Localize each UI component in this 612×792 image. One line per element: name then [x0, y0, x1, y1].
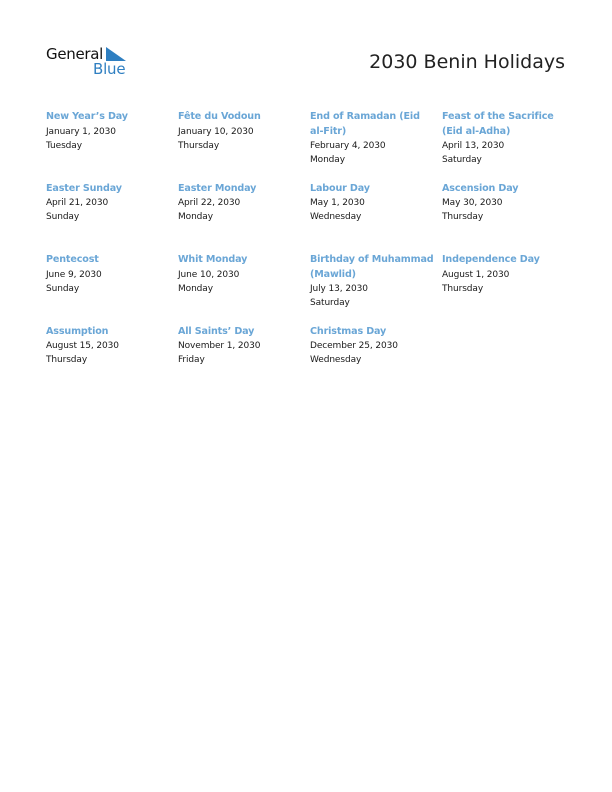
holiday-weekday: Saturday — [442, 155, 482, 165]
holiday-name: All Saints’ Day — [178, 325, 255, 337]
holiday-item — [46, 325, 178, 397]
holiday-weekday: Monday — [178, 212, 213, 222]
logo-general-text: General — [46, 45, 104, 63]
holiday-name: Pentecost — [46, 254, 99, 265]
holiday-date: August 1, 2030 — [442, 269, 510, 280]
holiday-item — [178, 110, 310, 182]
holiday-name: Ascension Day — [442, 182, 519, 194]
holiday-name: Assumption — [46, 325, 109, 337]
holiday-name: End of Ramadan (Eid al-Fitr) — [310, 111, 420, 137]
holiday-name: Fête du Vodoun — [178, 111, 261, 122]
holiday-item — [310, 325, 442, 397]
holiday-name: New Year’s Day — [46, 111, 128, 122]
holiday-weekday: Sunday — [46, 212, 80, 222]
holiday-date: April 21, 2030 — [46, 198, 109, 208]
holiday-weekday: Monday — [178, 283, 213, 294]
holiday-item — [310, 182, 442, 254]
holiday-item — [310, 110, 442, 182]
holiday-item — [310, 253, 442, 325]
holiday-date: May 1, 2030 — [310, 198, 365, 208]
holiday-name: Labour Day — [310, 182, 370, 194]
holiday-name: Christmas Day — [310, 325, 387, 337]
logo-blue-text: Blue — [93, 60, 126, 78]
logo — [46, 45, 136, 79]
holiday-date: April 22, 2030 — [178, 198, 241, 208]
holiday-date: November 1, 2030 — [178, 341, 261, 351]
holiday-weekday: Thursday — [442, 212, 484, 222]
holiday-name: Feast of the Sacrifice (Eid al-Adha) — [442, 111, 554, 137]
holiday-weekday: Saturday — [310, 298, 350, 308]
holiday-weekday: Sunday — [46, 283, 80, 294]
holiday-item — [178, 253, 310, 325]
holiday-weekday: Thursday — [46, 355, 88, 365]
holiday-item — [178, 325, 310, 397]
holiday-date: December 25, 2030 — [310, 341, 398, 351]
holiday-item — [46, 110, 178, 182]
holiday-item — [442, 110, 576, 182]
holiday-date: June 10, 2030 — [178, 269, 240, 280]
holiday-date: January 10, 2030 — [178, 126, 254, 137]
holiday-item — [46, 253, 178, 325]
holiday-date: May 30, 2030 — [442, 198, 503, 208]
holiday-date: February 4, 2030 — [310, 141, 386, 151]
holiday-weekday: Friday — [178, 355, 205, 365]
holiday-item — [46, 182, 178, 254]
page-title: 2030 Benin Holidays — [369, 51, 565, 73]
holiday-weekday: Wednesday — [310, 355, 362, 365]
holiday-weekday: Monday — [310, 155, 345, 165]
holiday-item — [178, 182, 310, 254]
holiday-name: Independence Day — [442, 254, 540, 265]
holiday-date: June 9, 2030 — [46, 269, 102, 280]
holiday-date: July 13, 2030 — [310, 284, 368, 294]
holiday-date: April 13, 2030 — [442, 141, 505, 151]
holiday-grid — [46, 110, 576, 396]
holiday-item — [442, 253, 576, 325]
holiday-weekday: Thursday — [442, 283, 484, 294]
holiday-item — [442, 182, 576, 254]
holiday-date: January 1, 2030 — [46, 126, 116, 137]
holiday-name: Easter Sunday — [46, 182, 122, 194]
holiday-weekday: Tuesday — [46, 140, 82, 151]
holiday-name: Birthday of Muhammad (Mawlid) — [310, 254, 434, 280]
holiday-date: August 15, 2030 — [46, 341, 119, 351]
logo-triangle-icon — [106, 47, 126, 61]
holiday-weekday: Thursday — [178, 140, 220, 151]
holiday-weekday: Wednesday — [310, 212, 362, 222]
holiday-name: Whit Monday — [178, 254, 248, 265]
holiday-name: Easter Monday — [178, 182, 257, 194]
